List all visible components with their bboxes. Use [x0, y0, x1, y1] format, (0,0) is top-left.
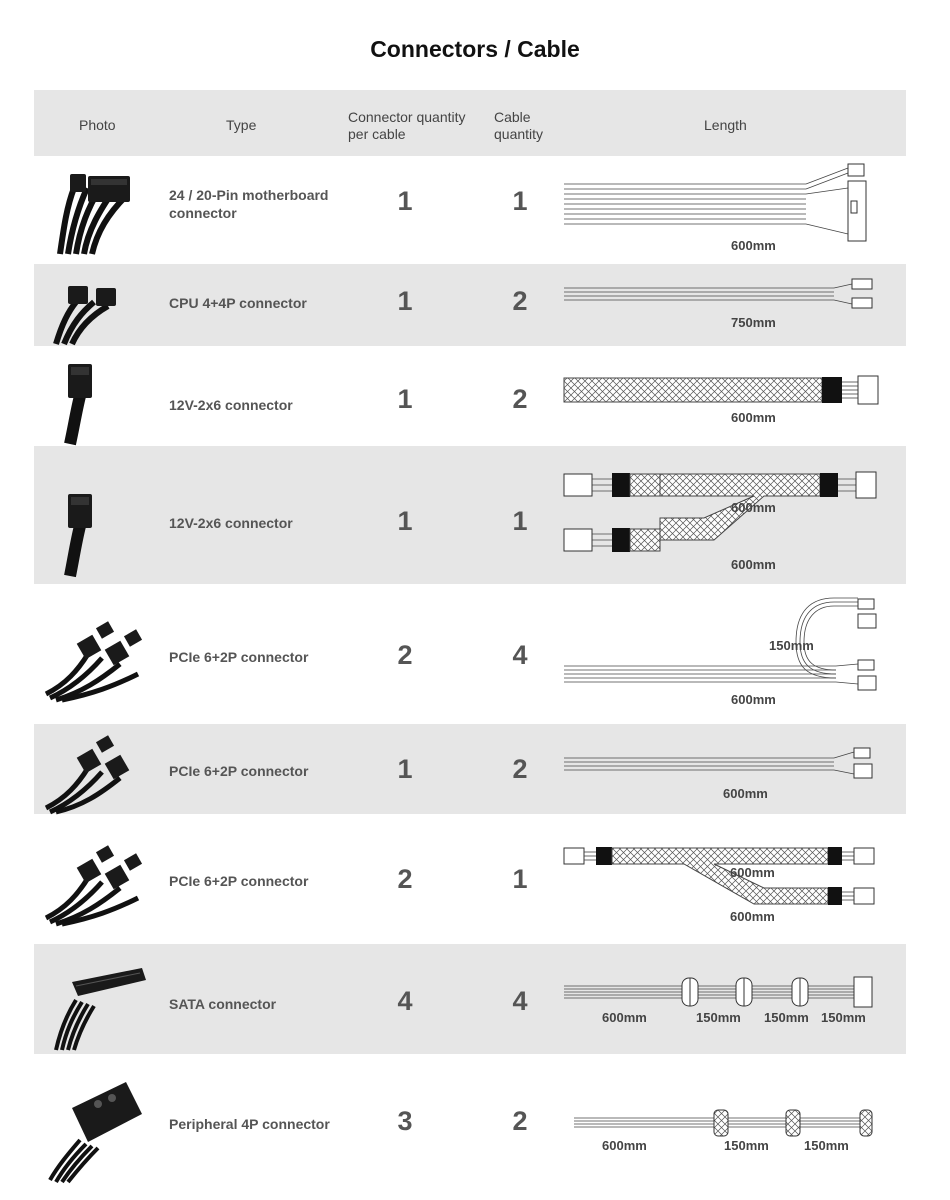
length-diagram	[564, 264, 884, 346]
connector-quantity: 1	[397, 506, 413, 536]
length-label: 150mm	[769, 638, 814, 653]
header-photo: Photo	[79, 117, 116, 133]
cable-quantity: 4	[512, 640, 528, 670]
connector-photo	[42, 268, 152, 344]
cable-quantity: 2	[512, 286, 528, 316]
connector-quantity: 1	[397, 754, 413, 784]
length-diagram	[564, 346, 884, 446]
table-row	[34, 264, 906, 346]
length-label: 600mm	[731, 500, 776, 515]
table-row	[34, 446, 906, 584]
connector-type: 24 / 20-Pin motherboard connector	[169, 187, 329, 221]
length-label: 600mm	[730, 865, 775, 880]
header-cable-qty-line2: quantity	[494, 126, 544, 142]
length-diagram	[564, 156, 884, 264]
connector-quantity: 2	[397, 640, 413, 670]
connector-quantity: 1	[397, 286, 413, 316]
table-row	[34, 156, 906, 264]
connector-quantity: 4	[397, 986, 413, 1016]
length-label: 150mm	[696, 1010, 741, 1025]
connector-photo	[42, 166, 152, 256]
connector-photo	[42, 728, 152, 812]
table-row	[34, 584, 906, 724]
table-row	[34, 814, 906, 944]
length-label: 600mm	[731, 692, 776, 707]
length-label: 600mm	[731, 557, 776, 572]
table-header	[34, 90, 906, 156]
connector-photo	[42, 838, 152, 924]
length-label: 600mm	[731, 238, 776, 253]
header-length: Length	[704, 117, 747, 133]
header-cable-qty-line1: Cable	[494, 109, 531, 125]
length-label: 600mm	[730, 909, 775, 924]
cable-quantity: 1	[512, 186, 528, 216]
cable-quantity: 2	[512, 1106, 528, 1136]
length-label: 600mm	[602, 1138, 647, 1153]
connector-type: PCIe 6+2P connector	[169, 873, 309, 889]
header-connector-qty-line1: Connector quantity	[348, 109, 466, 125]
cable-quantity: 2	[512, 754, 528, 784]
length-label: 750mm	[731, 315, 776, 330]
length-diagram	[564, 724, 884, 814]
length-diagram	[564, 446, 884, 584]
length-label: 600mm	[602, 1010, 647, 1025]
length-label: 600mm	[723, 786, 768, 801]
connector-quantity: 1	[397, 384, 413, 414]
length-diagram	[564, 584, 884, 724]
cable-quantity: 2	[512, 384, 528, 414]
table-row	[34, 1054, 906, 1194]
connector-type: 12V-2x6 connector	[169, 515, 293, 531]
table-row	[34, 346, 906, 446]
length-label: 150mm	[724, 1138, 769, 1153]
length-diagram	[564, 1054, 884, 1194]
page-title: Connectors / Cable	[370, 36, 580, 62]
cable-quantity: 1	[512, 864, 528, 894]
connector-type: PCIe 6+2P connector	[169, 763, 309, 779]
length-label: 600mm	[731, 410, 776, 425]
connector-photo	[42, 1074, 152, 1184]
connector-type: 12V-2x6 connector	[169, 397, 293, 413]
header-connector-qty-line2: per cable	[348, 126, 406, 142]
length-diagram	[564, 944, 884, 1054]
connector-type: PCIe 6+2P connector	[169, 649, 309, 665]
connector-type: SATA connector	[169, 996, 277, 1012]
connector-photo	[42, 614, 152, 700]
cable-quantity: 4	[512, 986, 528, 1016]
length-label: 150mm	[821, 1010, 866, 1025]
length-label: 150mm	[764, 1010, 809, 1025]
connector-quantity: 3	[397, 1106, 413, 1136]
connector-photo	[42, 960, 152, 1050]
length-label: 150mm	[804, 1138, 849, 1153]
connector-type: Peripheral 4P connector	[169, 1116, 330, 1132]
table-row	[34, 944, 906, 1054]
cable-quantity: 1	[512, 506, 528, 536]
connector-quantity: 1	[397, 186, 413, 216]
connector-photo	[42, 352, 152, 444]
connector-type: CPU 4+4P connector	[169, 295, 307, 311]
connector-photo	[42, 476, 152, 576]
table-row	[34, 724, 906, 814]
length-diagram	[564, 814, 884, 944]
header-type: Type	[226, 117, 257, 133]
connector-quantity: 2	[397, 864, 413, 894]
